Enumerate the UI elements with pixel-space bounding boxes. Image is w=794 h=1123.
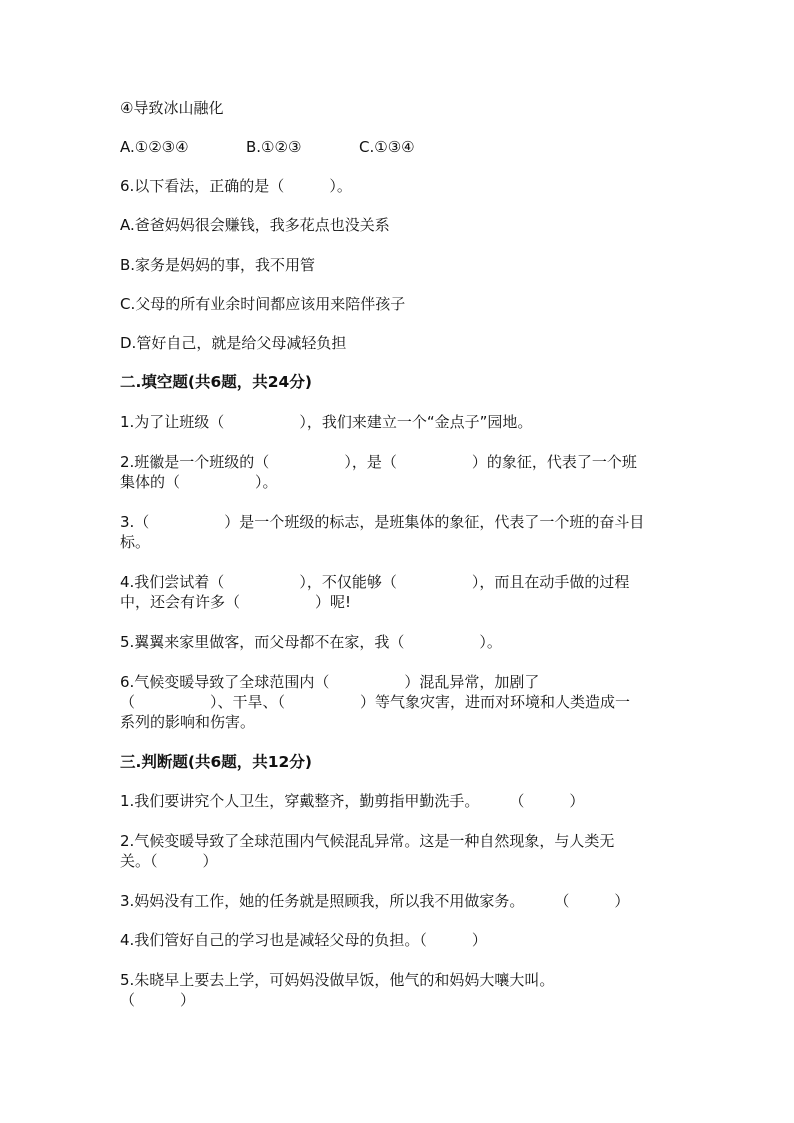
question-6-option-a: A.爸爸妈妈很会赚钱，我多花点也没关系 [120, 216, 390, 234]
judge-item-1: 1.我们要讲究个人卫生，穿戴整齐，勤剪指甲勤洗手。 （ ） [120, 792, 585, 810]
option-c: C.①③④ [359, 138, 415, 156]
section-3-heading: 三.判断题(共6题，共12分) [120, 753, 312, 771]
option-b: B.①②③ [246, 138, 302, 156]
fill-item-3-line-2: 标。 [120, 533, 151, 551]
fill-item-6-line-3: 系列的影响和伤害。 [120, 713, 256, 731]
judge-item-5-line-1: 5.朱晓早上要去上学，可妈妈没做早饭，他气的和妈妈大嚷大叫。 [120, 971, 555, 989]
fill-item-3-line-1: 3.（ ）是一个班级的标志，是班集体的象征，代表了一个班的奋斗目 [120, 513, 645, 531]
judge-item-2-line-1: 2.气候变暖导致了全球范围内气候混乱异常。这是一种自然现象，与人类无 [120, 832, 615, 850]
fill-item-2-line-2: 集体的（ ）。 [120, 473, 278, 491]
section-2-heading: 二.填空题(共6题，共24分) [120, 373, 312, 391]
judge-item-2-line-2: 关。（ ） [120, 852, 218, 870]
question-6-stem: 6.以下看法，正确的是（ ）。 [120, 177, 352, 195]
question-6-option-b: B.家务是妈妈的事，我不用管 [120, 256, 316, 274]
question-6-option-d: D.管好自己，就是给父母减轻负担 [120, 334, 347, 352]
fill-item-5: 5.翼翼来家里做客，而父母都不在家，我（ ）。 [120, 633, 502, 651]
fill-item-4-line-2: 中，还会有许多（ ）呢! [120, 593, 352, 611]
fill-item-2-line-1: 2.班徽是一个班级的（ ），是（ ）的象征，代表了一个班 [120, 453, 637, 471]
fill-item-4-line-1: 4.我们尝试着（ ），不仅能够（ ），而且在动手做的过程 [120, 573, 630, 591]
judge-item-5-line-2: （ ） [120, 991, 196, 1009]
fill-item-6-line-1: 6.气候变暖导致了全球范围内（ ）混乱异常，加剧了 [120, 673, 540, 691]
fill-item-1: 1.为了让班级（ ），我们来建立一个“金点子”园地。 [120, 413, 533, 431]
prev-question-item-4: ④导致冰山融化 [120, 99, 224, 117]
judge-item-4: 4.我们管好自己的学习也是减轻父母的负担。（ ） [120, 931, 487, 949]
option-a: A.①②③④ [120, 138, 189, 156]
question-6-option-c: C.父母的所有业余时间都应该用来陪伴孩子 [120, 295, 406, 313]
judge-item-3: 3.妈妈没有工作，她的任务就是照顾我，所以我不用做家务。 （ ） [120, 892, 630, 910]
fill-item-6-line-2: （ ）、干旱、（ ）等气象灾害，进而对环境和人类造成一 [120, 693, 631, 711]
